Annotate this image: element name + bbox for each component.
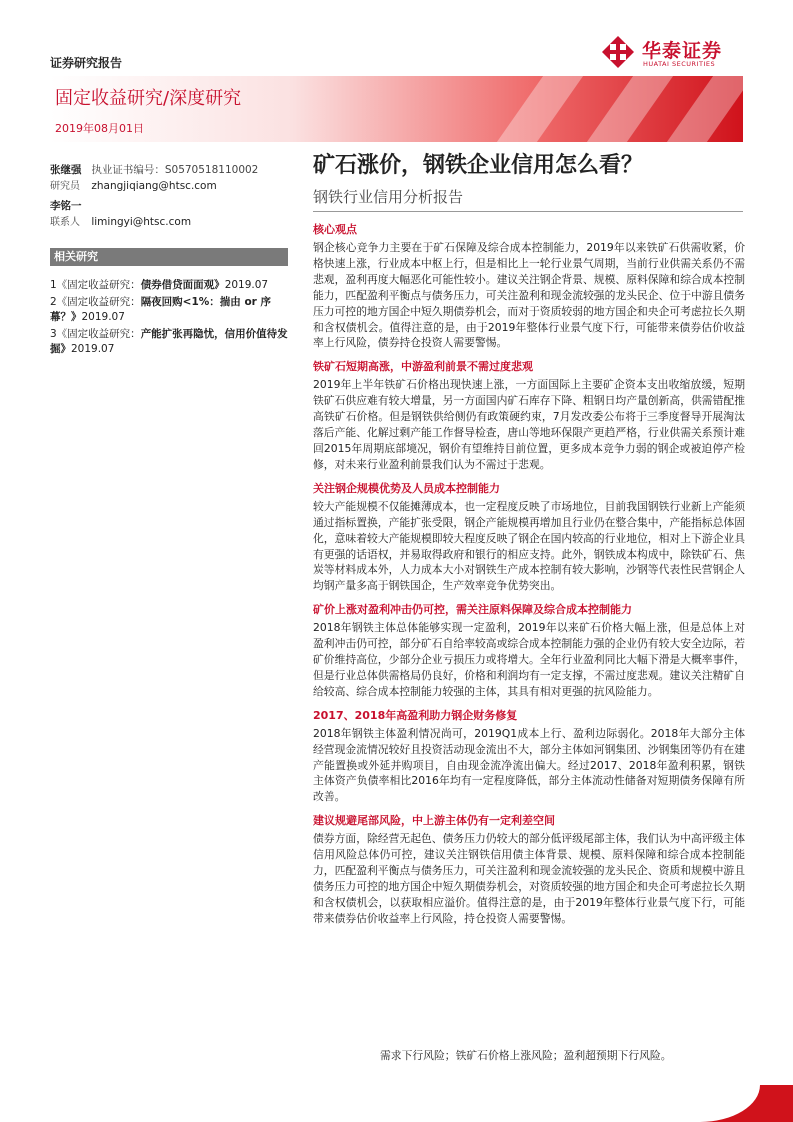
band-stripe: [667, 76, 743, 142]
title-divider: [313, 211, 743, 212]
related-item[interactable]: 2《固定收益研究：隔夜回购<1%：揣由 or 序幕？》2019.07: [50, 296, 272, 323]
section-heading: 铁矿石短期高涨，中游盈利前景不需过度悲观: [313, 360, 533, 374]
author-name: 张继强: [50, 164, 82, 176]
section-heading: 核心观点: [313, 223, 357, 236]
cert-label: 执业证书编号：: [91, 164, 165, 176]
author-email[interactable]: limingyi@htsc.com: [91, 216, 192, 228]
section-heading: 关注钢企规模优势及人员成本控制能力: [313, 481, 500, 495]
section-text: 2018年钢铁主体总体能够实现一定盈利，2019年以来矿石价格大幅上涨，但是总体上对盈利冲击仍可控，部分矿石自给率较高或综合成本控制能力强的企业仍有较大安全边际，若矿价维持高位，少部分企业亏损压力或将增大。全年行业盈利同比大幅下滑是大概率事件，但是行业总体供需格局仍良好，价格和利润均有一定支撑，不需过度悲观。建议关注精矿自给较高、综合成本控制能力较强的主体，其具有相对更强的抗风险能力。: [313, 621, 745, 698]
report-date: 2019年08月01日: [55, 122, 144, 135]
huatai-logo-icon: [600, 34, 636, 70]
section-text: 债券方面，除经营无起色、债务压力仍较大的部分低评级尾部主体，我们认为中高评级主体信用风险总体仍可控，建议关注钢铁信用债主体背景、规模、原料保障和综合成本控制能力，匹配盈利平衡点与债务压力，可关注盈利和现金流较强的龙头民企、资质和规模中游且债务压力可控的地方国企中短久期债券机会，对资质较强的地方国企和央企可考虑拉长久期和含权债机会，以获取相应溢价。值得注意的是，由于2019年整体行业景气度下行，可能带来债券估价收益率上行风险，持仓投资人需要警惕。: [313, 832, 745, 925]
related-item[interactable]: 3《固定收益研究：产能扩张再隐忧，信用价值待发掘》2019.07: [50, 328, 288, 355]
main-content: [313, 222, 745, 935]
logo-en-text: HUATAI SECURITIES: [643, 60, 716, 68]
company-logo: [600, 34, 745, 74]
author-email[interactable]: zhangjiqiang@htsc.com: [91, 180, 217, 192]
author-block: [50, 162, 300, 228]
logo-cn-text: 华泰证券: [642, 40, 723, 62]
related-research-header: 相关研究: [50, 248, 288, 266]
report-type-label: 证券研究报告: [50, 56, 123, 70]
band-stripe: [587, 76, 673, 142]
author-role: 研究员: [50, 181, 80, 192]
section-heading: 2017、2018年高盈利助力钢企财务修复: [313, 708, 518, 722]
report-category: 固定收益研究/深度研究: [55, 88, 242, 109]
page-number: 1: [730, 1092, 738, 1105]
author-role: 联系人: [50, 217, 80, 228]
related-research-list: [50, 278, 288, 359]
section-heading: 矿价上涨对盈利冲击仍可控，需关注原料保障及综合成本控制能力: [313, 603, 632, 617]
section-text: 2018年钢铁主体盈利情况尚可，2019Q1成本上行、盈利边际弱化。2018年大部分主体经营现金流情况较好且投资活动现金流出不大，部分主体如河钢集团、沙钢集团等仍有在建产能置换或外延并购项目，自由现金流净流出偏大。经过2017、2018年盈利积累，钢铁主体资产负债率相比2016年均有一定程度降低，部分主体流动性储备对短期债务保障有所改善。: [313, 726, 745, 804]
report-subtitle: 钢铁行业信用分析报告: [313, 188, 464, 206]
section-text: 钢企核心竞争力主要在于矿石保障及综合成本控制能力，2019年以来铁矿石供需收紧，价格快速上涨，行业成本中枢上行，但是相比上一轮行业景气周期，当前行业供需关系仍不需悲观，盈利再度大幅恶化可能性较小。建议关注钢企背景、规模、原料保障和综合成本控制能力，匹配盈利平衡点与债务压力，可关注盈利和现金流较强的龙头民企、位于中游且债务压力可控的地方国企中短久期债券机会，而对于资质较弱的地方国企和央企可考虑拉长久期和含权债机会。值得注意的是，由于2019年整体行业景气度下行，可能带来债券估价收益率上行风险，债券持仓投资人需要警惕。: [313, 241, 745, 350]
cert-number: S0570518110002: [164, 164, 259, 176]
section-text: 2019年上半年铁矿石价格出现快速上涨，一方面国际上主要矿企资本支出收缩放缓，短期铁矿石供应难有较大增量，另一方面国内矿石库存下降、粗钢日均产量创新高，供需错配推高铁矿石价格。但是钢铁供给侧仍有政策硬约束，7月发改委公布将于三季度督导开展淘汰落后产能、化解过剩产能工作督导检查，唐山等地环保限产更趋严格，行业供需关系预计难回2015年周期底部境况，钢价有望维持目前位置，更多成本竞争力弱的钢企或被迫停产检修，对未来行业盈利前景我们认为不需过于悲观。: [313, 378, 745, 471]
author-name: 李铭一: [50, 200, 82, 212]
section-heading: 建议规避尾部风险，中上游主体仍有一定利差空间: [313, 814, 555, 828]
related-item[interactable]: 1《固定收益研究：债券借贷面面观》2019.07: [50, 279, 269, 291]
header-band: [50, 76, 743, 142]
risk-statement: 需求下行风险；铁矿石价格上涨风险；盈利超预期下行风险。: [380, 1049, 672, 1062]
report-title: 矿石涨价，钢铁企业信用怎么看？: [313, 153, 644, 178]
band-stripe: [497, 76, 583, 142]
section-text: 较大产能规模不仅能摊薄成本，也一定程度反映了市场地位，目前我国钢铁行业新上产能须通过指标置换，产能扩张受限，钢企产能规模再增加且行业仍在整合集中，产能指标总体固化，意味着较大产能规模即较大程度反映了钢企在国内较高的行业地位，相对上下游企业具有更强的话语权，并易取得政府和银行的相应支持。此外，钢铁成本构成中，除铁矿石、焦炭等材料成本外，人力成本大小对钢铁生产成本控制有较大影响，沙钢等代表性民营钢企人均钢产量多高于钢铁国企，生产效率竞争优势突出。: [313, 499, 745, 593]
